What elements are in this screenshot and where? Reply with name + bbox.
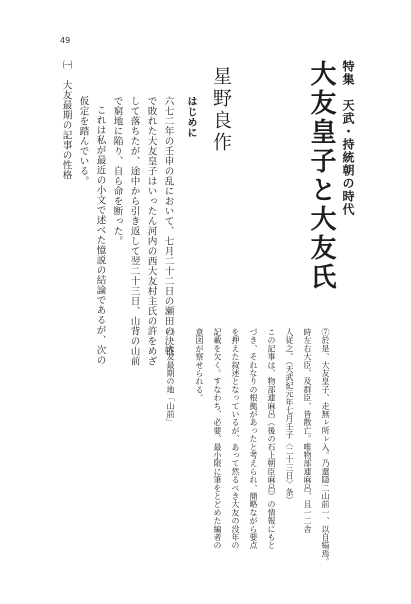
section-heading-2: ㈡ 大友最期の地「山前」 (166, 328, 175, 427)
body-line: 意図が察せられる。 (195, 328, 204, 402)
body-line: この記事は、物部連麻呂（後の石上朝臣麻呂）の情報にもと (267, 328, 276, 550)
quote-line: ⑦於是、大友皇子、走無ㇾ所ㇾ入。乃還隠二山前一、以自縊焉。 (321, 328, 330, 566)
body-line: して落ちたが、途中から引き返して翌二十三日、山背の山前 (128, 96, 140, 366)
page-number: 49 (60, 36, 71, 45)
body-line: 六七二年の壬申の乱において、七月二十二日の瀬田の決戦 (162, 96, 174, 356)
body-line: で敗れた大友皇子はいったん河内の西大友村主氏の許をめざ (145, 96, 157, 366)
body-line: 記載を欠く。すなわち、必要、最小限に筆をとどめた編者の (213, 328, 222, 550)
body-line: これは私が最近の小文で述べた憶説の結論であるが、次の (94, 105, 106, 365)
article-title: 大友皇子と大友氏 (306, 60, 336, 292)
body-line: を押えた叙述となっているが、あって然るべき大友の没年の (231, 328, 240, 550)
quote-line: 時左右大臣、及群臣、皆散亡。唯物部連麻呂、且一二舎 (303, 328, 312, 533)
body-line: づき、それなりの根拠があったと考えられ、簡略ながら要点 (249, 328, 258, 550)
series-heading: 特集 天武・持統朝の時代 (341, 60, 355, 216)
intro-heading: はじめに (185, 96, 196, 138)
body-line: で窮地に陥り、自ら命を断った。 (111, 96, 123, 246)
quote-line: 人従之。（天武紀元年七月壬子〈二十三日〉条） (285, 328, 294, 505)
author-name: 星野良作 (210, 66, 232, 154)
body-line: 仮定を踏んでいる。 (77, 96, 89, 186)
section-heading-1: ㈠ 大友最期の記事の性格 (60, 60, 72, 180)
